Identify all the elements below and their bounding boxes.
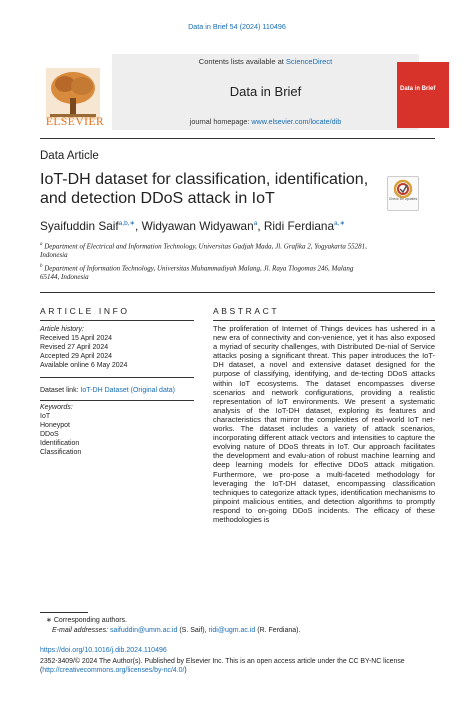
keywords-block — [40, 403, 81, 458]
elsevier-wordmark: ELSEVIER — [45, 116, 105, 128]
article-title: IoT-DH dataset for classification, identification, and detection DDoS attack in IoT — [40, 171, 369, 207]
history-item: Revised 27 April 2024 — [40, 344, 109, 352]
journal-info-box — [112, 54, 419, 130]
history-rule — [40, 377, 194, 378]
license-line: 2352-3409/© 2024 The Author(s). Published by Elsevier Inc. This is an open access article under the CC BY-NC license (http://creativecommons.org/licenses/by-nc/4.0/) — [40, 658, 405, 674]
corresponding-note: ∗ Corresponding authors. — [46, 617, 127, 624]
keyword: DDoS — [40, 431, 59, 439]
keyword: IoT — [40, 413, 51, 421]
author-name: Widyawan Widyawan — [141, 219, 254, 233]
journal-header — [40, 50, 450, 135]
journal-reference[interactable]: Data in Brief 54 (2024) 110496 — [188, 22, 286, 31]
author-list: Syaifuddin Saif$^{a,b,∗}$, Widyawan Widyawan$^a$, Ridi Ferdiana$^{a,∗}$ — [40, 219, 345, 233]
history-item: Available online 6 May 2024 — [40, 362, 128, 370]
cover-title: Data in Brief — [400, 86, 436, 92]
abstract-rule — [213, 320, 435, 321]
author-affiliation-marker[interactable]: a — [253, 220, 258, 228]
author-name: Syaifuddin Saif — [40, 219, 119, 233]
journal-cover-image — [397, 62, 449, 128]
journal-homepage-link[interactable]: www.elsevier.com/locate/dib — [251, 117, 342, 126]
journal-title: Data in Brief — [229, 84, 302, 99]
article-info-heading: ARTICLE INFO — [40, 306, 130, 316]
dataset-link[interactable]: IoT-DH Dataset (Original data) — [80, 387, 176, 394]
dataset-link-line: Dataset link: IoT-DH Dataset (Original data) — [40, 387, 176, 394]
dataset-rule — [40, 400, 194, 401]
affiliation-a: $^a$ Department of Electrical and Information Technology, Universitas Gadjah Mada, Jl. Grafika 2, Yogyakarta 55281, Indonesia — [40, 242, 367, 260]
article-info-rule — [40, 320, 194, 321]
license-link[interactable]: http://creativecommons.org/licenses/by-nc/4.0/ — [42, 667, 185, 674]
abstract-text: The proliferation of Internet of Things devices has ushered in a new era of connectivity and con-venience, yet it has also exposed a myriad of security challenges, with Distributed De-nial of Service attacks posing a significant threat. This paper introduces the IoT-DH dataset, a novel and extensive dataset designed for the purpose of classifying, identifying, and de-tecting DDoS attacks within IoT ecosystems. The dataset encompasses diverse scenarios and network configurations, providing a realistic representation of IoT environments. We present a systematic analysis of the IoT-DH dataset, exploring its features and characteristics that mirror the complexities of real-world IoT net-works. The dataset includes a variety of attack scenarios, incorporating different attack vectors and intensities to capture the evolving nature of DDoS threats in IoT. Our approach facilitates the development and evalu-ation of robust machine learning and deep learning models for effective DDoS attack mitigation. Furthermore, we pro-pose a multi-faceted methodology for leveraging the IoT-DH dataset, encompassing classification techniques to categorize attack types, identification mechanisms to pinpoint malicious entities, and detection algorithms to promptly respond to on-going DDoS incidents. The efficacy of these methodologies is — [213, 324, 435, 524]
contents-line: Contents lists available at ScienceDirect — [198, 57, 333, 66]
doi-link[interactable]: https://doi.org/10.1016/j.dib.2024.110496 — [40, 647, 167, 654]
asterisk-marker: ∗ — [46, 617, 52, 624]
keyword: Identification — [40, 440, 80, 448]
section-divider — [40, 292, 435, 293]
header-divider — [40, 138, 435, 139]
email-link-ferdiana[interactable]: ridi@ugm.ac.id — [208, 627, 256, 634]
author-affiliation-marker[interactable]: a,∗ — [334, 220, 345, 228]
author-name: Ridi Ferdiana — [263, 219, 335, 233]
sciencedirect-link[interactable]: ScienceDirect — [285, 57, 333, 66]
keywords-label: Keywords: — [40, 404, 73, 411]
history-item: Received 15 April 2024 — [40, 335, 112, 343]
check-for-updates-icon — [388, 179, 418, 199]
footnote-rule — [40, 612, 88, 613]
history-label: Article history: — [40, 326, 84, 333]
article-history — [40, 325, 127, 370]
keyword: Classification — [40, 449, 82, 457]
affiliation-b: $^b$ Department of Information Technology, Universitas Muhammadiyah Malang, Jl. Raya Tlogomas 246, Malang 65144, Indonesia — [40, 264, 354, 282]
homepage-line: journal homepage: www.elsevier.com/locate/dib — [189, 117, 342, 126]
abstract-heading: ABSTRACT — [213, 306, 280, 316]
keyword: Honeypot — [40, 422, 70, 430]
email-link-saif[interactable]: saifuddin@umm.ac.id — [109, 627, 178, 634]
email-line: E-mail addresses: saifuddin@umm.ac.id (S. Saif), ridi@ugm.ac.id (R. Ferdiana). — [52, 627, 301, 634]
history-item: Accepted 29 April 2024 — [40, 353, 112, 361]
author-affiliation-marker[interactable]: a,b,∗ — [118, 220, 135, 228]
doi-line — [40, 646, 167, 655]
check-for-updates-badge[interactable] — [387, 176, 419, 211]
article-type: Data Article — [40, 150, 99, 162]
badge-label: Check for updates — [388, 197, 418, 201]
